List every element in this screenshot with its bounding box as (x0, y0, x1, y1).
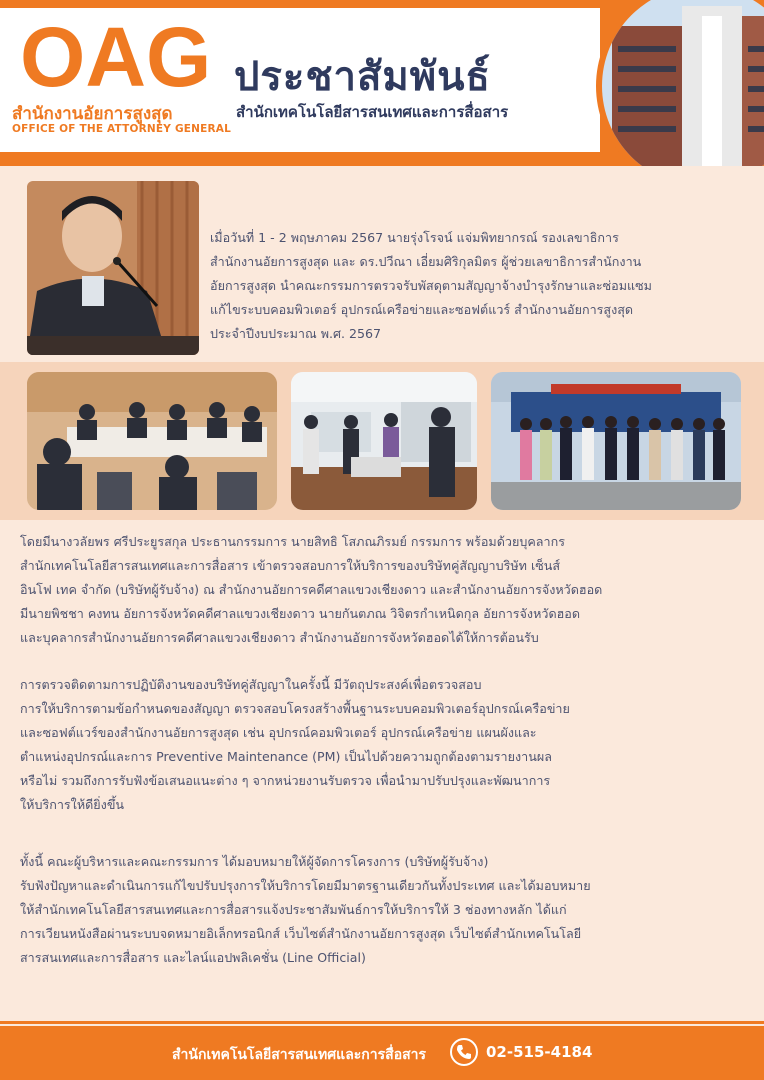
intro-line: ประจำปีงบประมาณ พ.ศ. 2567 (210, 326, 382, 341)
intro-line: เมื่อวันที่ 1 - 2 พฤษภาคม 2567 นายรุ่งโรจน์ แจ่มพิทยากรณ์ รองเลขาธิการ (210, 230, 619, 245)
paragraph-3 (20, 850, 742, 970)
paragraph-line: มีนายพิชชา คงทน อัยการจังหวัดคดีศาลแขวงเชียงดาว นายกันตภณ วิจิตรกำเหนิดกุล อัยการจังหวัดฮอด (20, 606, 581, 621)
logo-thai-name: สำนักงานอัยการสูงสุด (12, 104, 173, 124)
paragraph-line: ให้บริการให้ดียิ่งขึ้น (20, 797, 125, 812)
paragraph-line: สารสนเทศและการสื่อสาร และไลน์แอปพลิเคชั่น (Line Official) (20, 950, 366, 965)
building-photo (596, 0, 764, 166)
page-title: ประชาสัมพันธ์ (234, 54, 491, 100)
paragraph-line: สำนักเทคโนโลยีสารสนเทศและการสื่อสาร เข้าตรวจสอบการให้บริการของบริษัทคู่สัญญาบริษัท เซ็นส์ (20, 558, 561, 573)
meeting-photo (27, 372, 277, 510)
footer-phone[interactable]: 02-515-4184 (486, 1043, 593, 1061)
intro-line: อัยการสูงสุด นำคณะกรรมการตรวจรับพัสดุตามสัญญาจ้างบำรุงรักษาและซ่อมแซม (210, 278, 652, 293)
paragraph-line: ทั้งนี้ คณะผู้บริหารและคณะกรรมการ ได้มอบหมายให้ผู้จัดการโครงการ (บริษัทผู้รับจ้าง) (20, 854, 489, 869)
page-subtitle: สำนักเทคโนโลยีสารสนเทศและการสื่อสาร (236, 103, 509, 121)
footer-department: สำนักเทคโนโลยีสารสนเทศและการสื่อสาร (172, 1047, 427, 1063)
paragraph-line: ให้สำนักเทคโนโลยีสารสนเทศและการสื่อสารแจ้งประชาสัมพันธ์การให้บริการให้ 3 ช่องทางหลัก ได้แก่ (20, 902, 567, 917)
paragraph-line: การเวียนหนังสือผ่านระบบจดหมายอิเล็กทรอนิกส์ เว็บไซต์สำนักงานอัยการสูงสุด เว็บไซต์สำนักเทคโนโลยี (20, 926, 582, 941)
phone-icon (450, 1038, 478, 1066)
paragraph-line: การตรวจติดตามการปฏิบัติงานของบริษัทคู่สัญญาในครั้งนี้ มีวัตถุประสงค์เพื่อตรวจสอบ (20, 677, 482, 692)
speaker-photo (27, 181, 199, 355)
paragraph-line: และซอฟต์แวร์ของสำนักงานอัยการสูงสุด เช่น อุปกรณ์คอมพิวเตอร์ อุปกรณ์เครือข่าย แผนผังและ (20, 725, 537, 740)
group-photo (491, 372, 741, 510)
paragraph-line: การให้บริการตามข้อกำหนดของสัญญา ตรวจสอบโครงสร้างพื้นฐานระบบคอมพิวเตอร์อุปกรณ์เครือข่าย (20, 701, 570, 716)
paragraph-2 (20, 673, 742, 817)
paragraph-line: รับฟังปัญหาและดำเนินการแก้ไขปรับปรุงการให้บริการโดยมีมาตรฐานเดียวกันทั้งประเทศ และได้มอบหมาย (20, 878, 591, 893)
paragraph-line: โดยมีนางวลัยพร ศรีประยูรสกุล ประธานกรรมการ นายสิทธิ โสภณภิรมย์ กรรมการ พร้อมด้วยบุคลากร (20, 534, 565, 549)
header-banner (0, 0, 764, 166)
intro-line: สำนักงานอัยการสูงสุด และ ดร.ปวีณา เอี่ยมศิริกุลมิตร ผู้ช่วยเลขาธิการสำนักงาน (210, 254, 642, 269)
paragraph-line: และบุคลากรสำนักงานอัยการคดีศาลแขวงเชียงดาว สำนักงานอัยการจังหวัดฮอดได้ให้การต้อนรับ (20, 630, 539, 645)
paragraph-line: อินโฟ เทค จำกัด (บริษัทผู้รับจ้าง) ณ สำนักงานอัยการคดีศาลแขวงเชียงดาว และสำนักงานอัยการจังหวัดฮอด (20, 582, 603, 597)
paragraph-line: ตำแหน่งอุปกรณ์และการ Preventive Maintenance (PM) เป็นไปด้วยความถูกต้องตามรายงานผล (20, 749, 552, 764)
office-inspection-photo (291, 372, 477, 510)
paragraph-1 (20, 530, 742, 650)
footer-divider (0, 1021, 764, 1024)
intro-paragraph (210, 226, 738, 346)
logo-letters: OAG (20, 14, 212, 94)
logo-english-name: OFFICE OF THE ATTORNEY GENERAL (12, 123, 232, 135)
oag-logo (18, 14, 218, 94)
paragraph-line: หรือไม่ รวมถึงการรับฟังข้อเสนอแนะต่าง ๆ จากหน่วยงานรับตรวจ เพื่อนำมาปรับปรุงและพัฒนาการ (20, 773, 551, 788)
intro-line: แก้ไขระบบคอมพิวเตอร์ อุปกรณ์เครือข่ายและซอฟต์แวร์ สำนักงานอัยการสูงสุด (210, 302, 634, 317)
